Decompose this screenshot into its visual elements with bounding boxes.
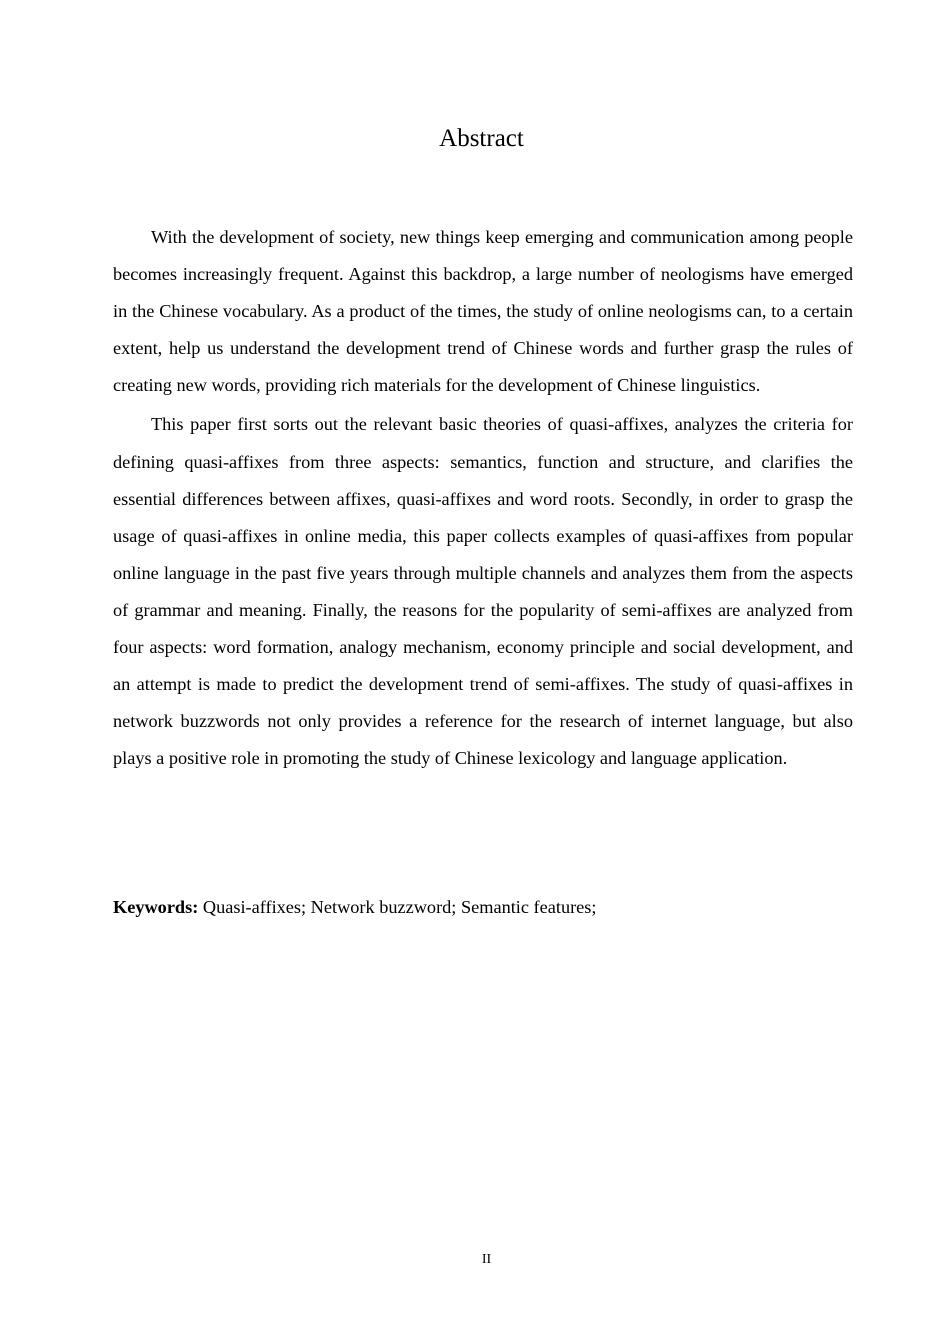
- keywords-label: Keywords:: [113, 897, 199, 917]
- keywords-line: [113, 889, 853, 926]
- abstract-paragraph-1: With the development of society, new things keep emerging and communication among people becomes increasingly frequent. Against this backdrop, a large number of neologisms have emerged in the Chinese vocabulary. As a product of the times, the study of online neologisms can, to a certain extent, help us understand the development trend of Chinese words and further grasp the rules of creating new words, providing rich materials for the development of Chinese linguistics.: [113, 227, 853, 396]
- keywords-text: Quasi-affixes; Network buzzword; Semantic features;: [202, 897, 597, 917]
- abstract-paragraph-2: This paper first sorts out the relevant basic theories of quasi-affixes, analyzes the criteria for defining quasi-affixes from three aspects: semantics, function and structure, and clarifies the essential differences between affixes, quasi-affixes and word roots. Secondly, in order to grasp the usage of quasi-affixes in online media, this paper collects examples of quasi-affixes from popular online language in the past five years through multiple channels and analyzes them from the aspects of grammar and meaning. Finally, the reasons for the popularity of semi-affixes are analyzed from four aspects: word formation, analogy mechanism, economy principle and social development, and an attempt is made to predict the development trend of semi-affixes. The study of quasi-affixes in network buzzwords not only provides a reference for the research of internet language, but also plays a positive role in promoting the study of Chinese lexicology and language application.: [113, 414, 853, 769]
- page-number: II: [481, 1252, 492, 1267]
- page-title: Abstract: [439, 125, 524, 152]
- abstract-body: [113, 219, 853, 779]
